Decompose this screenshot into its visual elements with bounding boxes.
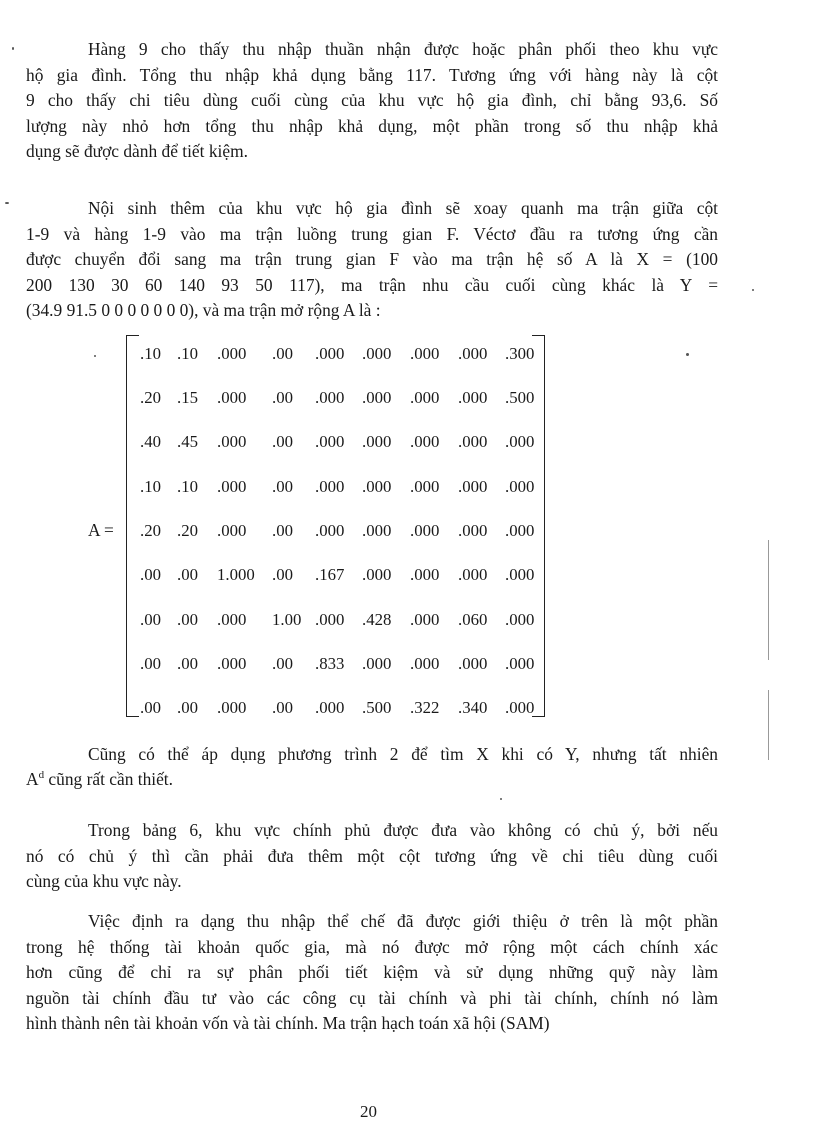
matrix-cell: .000 — [458, 565, 488, 584]
p5-line: nguồn tài chính đầu tư vào các công cụ tài chính và phi tài chính, chính nó làm — [26, 987, 718, 1008]
matrix-cell: .000 — [315, 344, 345, 363]
paragraph-2 — [26, 196, 718, 324]
p2-line: (34.9 91.5 0 0 0 0 0 0 0), và ma trận mở rộng A là : — [26, 300, 381, 320]
matrix-cell: .00 — [140, 565, 161, 584]
matrix-cell: .000 — [217, 610, 247, 629]
matrix-cell: 1.000 — [217, 565, 255, 584]
scan-speck — [94, 355, 96, 357]
p5-line: Việc định ra dạng thu nhập thể chế đã được giới thiệu ở trên là một phần — [88, 911, 718, 931]
matrix-superscript: d — [38, 769, 45, 782]
matrix-cell: .000 — [410, 654, 440, 673]
p5-line: hơn cũng để chỉ ra sự phân phối tiết kiệm và sử dụng những quỹ này làm — [26, 962, 718, 982]
matrix-cell: .10 — [177, 477, 198, 496]
matrix-cell: .833 — [315, 654, 345, 673]
matrix-cell: .000 — [505, 654, 535, 673]
scan-speck — [500, 798, 502, 800]
matrix-cell: .00 — [272, 698, 293, 717]
p4-line: Trong bảng 6, khu vực chính phủ được đưa vào không có chủ ý, bởi nếu — [88, 820, 718, 840]
matrix-cell: .20 — [177, 521, 198, 540]
matrix-cell: .00 — [140, 698, 161, 717]
matrix-cell: .00 — [140, 610, 161, 629]
matrix-cell: .000 — [362, 432, 392, 451]
p2-line: 200 130 30 60 140 93 50 117), ma trận nhu cầu cuối cùng khác là Y = — [26, 274, 718, 295]
matrix-cell: .000 — [217, 432, 247, 451]
paragraph-1 — [26, 37, 718, 165]
matrix-cell: .00 — [272, 388, 293, 407]
matrix-cell: .000 — [505, 477, 535, 496]
matrix-cell: .300 — [505, 344, 535, 363]
matrix-cell: .000 — [217, 654, 247, 673]
matrix-cell: .000 — [410, 610, 440, 629]
matrix-cell: .000 — [362, 388, 392, 407]
scan-speck — [5, 202, 9, 204]
matrix-cell: .000 — [505, 698, 535, 717]
matrix-cell: .00 — [177, 610, 198, 629]
matrix-cell: .340 — [458, 698, 488, 717]
matrix-cell: .00 — [272, 432, 293, 451]
matrix-cell: .000 — [410, 521, 440, 540]
matrix-cell: .20 — [140, 388, 161, 407]
p5-line: trong hệ thống tài khoản quốc gia, mà nó được mở rộng một cách chính xác — [26, 936, 718, 957]
p1-line: hộ gia đình. Tổng thu nhập khả dụng bằng 117. Tương ứng với hàng này là cột — [26, 64, 718, 85]
matrix-left-bracket — [126, 335, 139, 717]
scan-speck — [752, 289, 754, 291]
matrix-cell: .500 — [505, 388, 535, 407]
p2-line: được chuyển đổi sang ma trận trung gian F vào ma trận hệ số A là X = (100 — [26, 249, 718, 269]
p4-line: cùng của khu vực này. — [26, 871, 182, 891]
matrix-cell: .10 — [140, 344, 161, 363]
matrix-cell: .000 — [315, 521, 345, 540]
paragraph-3 — [26, 742, 718, 768]
matrix-cell: .40 — [140, 432, 161, 451]
matrix-cell: .000 — [505, 432, 535, 451]
matrix-cell: .167 — [315, 565, 345, 584]
matrix-cell: .000 — [217, 698, 247, 717]
p2-line: 1-9 và hàng 1-9 vào ma trận luồng trung gian F. Véctơ đầu ra tương ứng cần — [26, 223, 718, 244]
matrix-cell: .000 — [458, 344, 488, 363]
matrix-cell: .00 — [272, 654, 293, 673]
matrix-cell: .00 — [272, 521, 293, 540]
p4-line: nó có chủ ý thì cần phải đưa thêm một cột tương ứng về chi tiêu dùng cuối — [26, 845, 718, 866]
matrix-cell: .000 — [410, 344, 440, 363]
matrix-cell: .000 — [362, 565, 392, 584]
matrix-cell: .000 — [458, 477, 488, 496]
matrix-cell: .000 — [217, 344, 247, 363]
matrix-cell: .000 — [505, 565, 535, 584]
p1-line: lượng này nhỏ hơn tổng thu nhập khả dụng, một phần trong số thu nhập khả — [26, 115, 718, 136]
matrix-cell: .000 — [410, 565, 440, 584]
matrix-cell: .00 — [272, 477, 293, 496]
p2-line: Nội sinh thêm của khu vực hộ gia đình sẽ xoay quanh ma trận giữa cột — [88, 198, 718, 218]
matrix-cell: .000 — [362, 654, 392, 673]
matrix-cell: .000 — [362, 477, 392, 496]
matrix-cell: .428 — [362, 610, 392, 629]
scan-margin-mark — [768, 540, 769, 660]
matrix-cell: .000 — [217, 477, 247, 496]
matrix-cell: .000 — [505, 610, 535, 629]
paragraph-3-line-2-text: cũng rất cần thiết. — [44, 769, 173, 789]
matrix-cell: .000 — [362, 344, 392, 363]
matrix-cell: .000 — [315, 432, 345, 451]
scan-margin-mark — [768, 690, 769, 760]
matrix-cell: .10 — [140, 477, 161, 496]
matrix-cell: .000 — [315, 698, 345, 717]
matrix-cell: .000 — [458, 654, 488, 673]
matrix-cell: .000 — [410, 388, 440, 407]
matrix-cell: .00 — [177, 698, 198, 717]
p1-line: dụng sẽ được dành để tiết kiệm. — [26, 141, 248, 161]
matrix-cell: .322 — [410, 698, 440, 717]
matrix-cell: .00 — [272, 565, 293, 584]
scan-speck — [686, 353, 689, 356]
matrix-cell: .000 — [458, 388, 488, 407]
p5-line: hình thành nên tài khoản vốn và tài chính. Ma trận hạch toán xã hội (SAM) — [26, 1013, 550, 1033]
matrix-symbol: A — [26, 769, 39, 789]
p3-line: Cũng có thể áp dụng phương trình 2 để tìm X khi có Y, nhưng tất nhiên — [88, 744, 718, 764]
matrix-cell: .45 — [177, 432, 198, 451]
matrix-cell: .000 — [410, 477, 440, 496]
matrix-cell: .20 — [140, 521, 161, 540]
matrix-cell: .000 — [315, 388, 345, 407]
matrix-cell: .000 — [217, 388, 247, 407]
matrix-cell: .15 — [177, 388, 198, 407]
matrix-cell: .000 — [217, 521, 247, 540]
paragraph-3-line-2 — [26, 767, 718, 793]
matrix-cell: .060 — [458, 610, 488, 629]
matrix-cell: .000 — [362, 521, 392, 540]
matrix-cell: .00 — [177, 565, 198, 584]
paragraph-4 — [26, 818, 718, 895]
matrix-cell: .000 — [315, 477, 345, 496]
matrix-cell: .000 — [458, 432, 488, 451]
matrix-cell: .000 — [458, 521, 488, 540]
p1-line: Hàng 9 cho thấy thu nhập thuần nhận được hoặc phân phối theo khu vực — [88, 39, 718, 59]
matrix-cell: .000 — [505, 521, 535, 540]
matrix-cell: .500 — [362, 698, 392, 717]
matrix-cell: .00 — [272, 344, 293, 363]
page-number: 20 — [360, 1102, 377, 1121]
matrix-cell: .00 — [177, 654, 198, 673]
paragraph-5 — [26, 909, 718, 1037]
matrix-label: A = — [88, 520, 114, 540]
matrix-cell: .000 — [315, 610, 345, 629]
matrix-cell: .000 — [410, 432, 440, 451]
p1-line: 9 cho thấy chi tiêu dùng cuối cùng của khu vực hộ gia đình, chỉ bằng 93,6. Số — [26, 90, 718, 110]
scan-speck — [12, 47, 14, 50]
matrix-cell: .10 — [177, 344, 198, 363]
matrix-cell: 1.00 — [272, 610, 302, 629]
matrix-cell: .00 — [140, 654, 161, 673]
